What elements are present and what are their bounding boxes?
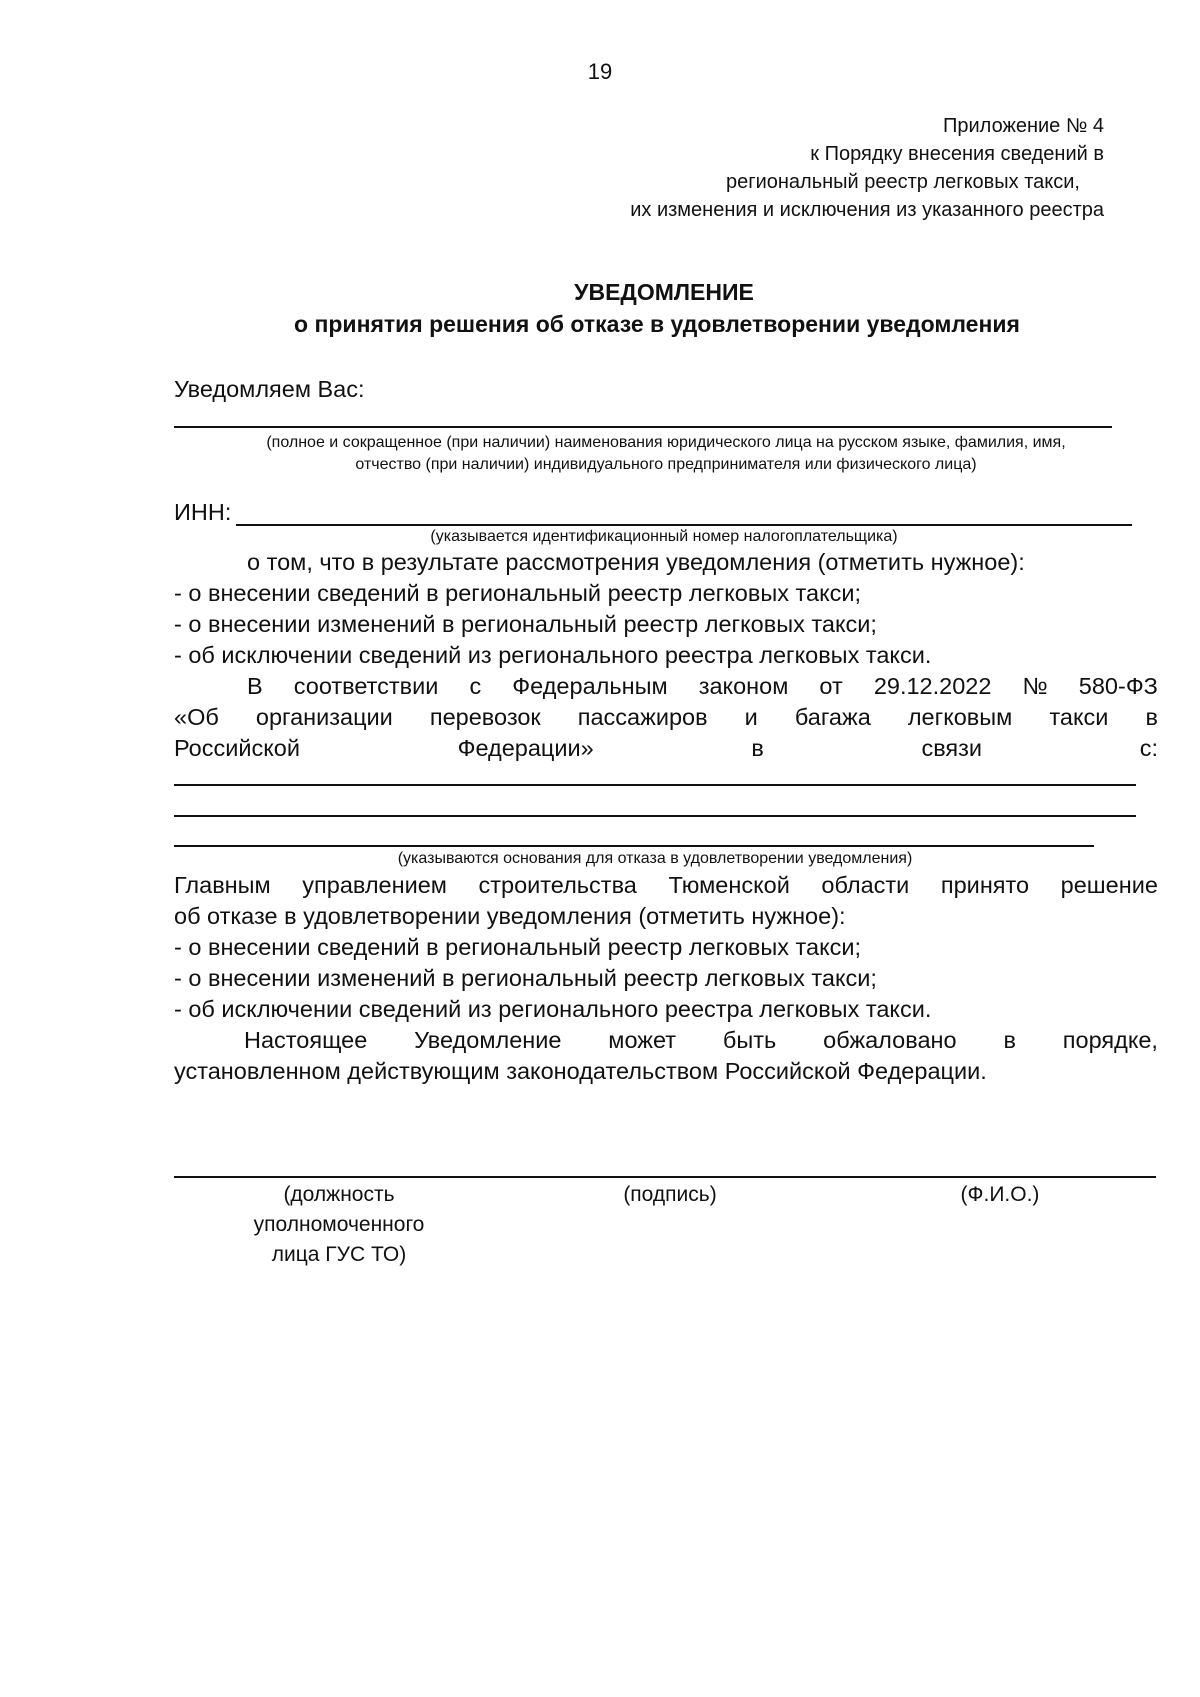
word: в [751,735,764,761]
reason-field-line [174,815,1136,817]
word: связи [921,735,983,761]
word: с: [1139,735,1158,761]
appendix-line: к Порядку внесения сведений в [810,143,1104,165]
law-line-1 [174,671,1158,702]
word: Настоящее [244,1027,368,1053]
reason-field-line [174,845,1094,847]
appendix-line: региональный реестр легковых такси, [726,171,1080,193]
word: принято [940,872,1030,898]
word: быть [722,1027,777,1053]
word: с [469,673,482,699]
addressee-field-line [174,426,1112,428]
decision-option: - о внесении сведений в региональный реестр легковых такси; [174,934,862,960]
decision-option: - о внесении изменений в региональный реестр легковых такси; [174,965,877,991]
word: Уведомление [414,1027,562,1053]
document-title: УВЕДОМЛЕНИЕ [574,279,754,305]
addressee-hint-line: (полное и сокращенное (при наличии) наименования юридического лица на русском языке, фамилия, имя, [266,434,1066,451]
word: легковым [907,704,1013,730]
appeal-line-2: установленном действующим законодательством Российской Федерации. [174,1058,987,1084]
word: в [1003,1027,1016,1053]
signature-position [224,1180,454,1270]
word: порядке, [1062,1027,1158,1053]
word: и [744,704,758,730]
inn-label: ИНН: [174,499,232,525]
page-number: 19 [587,59,613,84]
signature-position-line: уполномоченного [253,1213,425,1236]
law-line-3 [174,733,1158,764]
section-1-option: - о внесении сведений в региональный реестр легковых такси; [174,580,862,606]
word: такси [1049,704,1109,730]
signature-sign: (подпись) [623,1183,717,1206]
addressee-label: Уведомляем Вас: [174,376,365,402]
signature-line [174,1176,1156,1178]
addressee-hint [174,432,1158,476]
word: 580-ФЗ [1078,673,1158,699]
appendix-line: Приложение № 4 [943,115,1104,137]
word: от [819,673,843,699]
reason-field-line [174,784,1136,786]
word: багажа [794,704,871,730]
word: № [1022,673,1048,699]
word: области [821,872,910,898]
section-1-option: - о внесении изменений в региональный реестр легковых такси; [174,611,877,637]
word: законом [698,673,789,699]
reason-hint: (указываются основания для отказа в удовлетворении уведомления) [397,850,913,867]
word: перевозок [429,704,541,730]
signature-position-line: лица ГУС ТО) [271,1243,407,1266]
section-1-intro: о том, что в результате рассмотрения уведомления (отметить нужное): [247,549,1025,575]
appendix-line: их изменения и исключения из указанного реестра [630,199,1104,221]
word: обжаловано [823,1027,957,1053]
appeal-paragraph [174,1025,1158,1087]
word: 29.12.2022 [873,673,992,699]
word: управлением [302,872,447,898]
inn-hint: (указывается идентификационный номер налогоплательщика) [430,528,898,545]
decision-option: - об исключении сведений из регионального реестра легковых такси. [174,996,932,1022]
section-1-option: - об исключении сведений из регионального реестра легковых такси. [174,642,932,668]
word: организации [255,704,393,730]
word: в [1145,704,1158,730]
law-paragraph [174,671,1158,764]
word: решение [1060,872,1158,898]
word: Федерации» [457,735,594,761]
signature-name: (Ф.И.О.) [960,1183,1040,1206]
word: соответствии [293,673,439,699]
word: может [608,1027,677,1053]
decision-paragraph [174,870,1158,1025]
word: пассажиров [577,704,708,730]
word: Российской [174,735,300,761]
appeal-line-1 [174,1025,1158,1056]
appendix-block [630,112,1104,224]
law-line-2 [174,702,1158,733]
signature-position-line: (должность [283,1183,395,1206]
word: Федеральным [512,673,668,699]
word: В [247,673,263,699]
addressee-hint-line: отчество (при наличии) индивидуального предпринимателя или физического лица) [355,456,977,473]
decision-line-2: об отказе в удовлетворении уведомления (отметить нужное): [174,903,846,929]
document-subtitle: о принятия решения об отказе в удовлетворении уведомления [294,311,1020,337]
section-1 [174,547,1158,671]
word: «Об [174,704,219,730]
word: строительства [478,872,637,898]
word: Главным [174,872,271,898]
word: Тюменской [668,872,790,898]
decision-line-1 [174,870,1158,901]
